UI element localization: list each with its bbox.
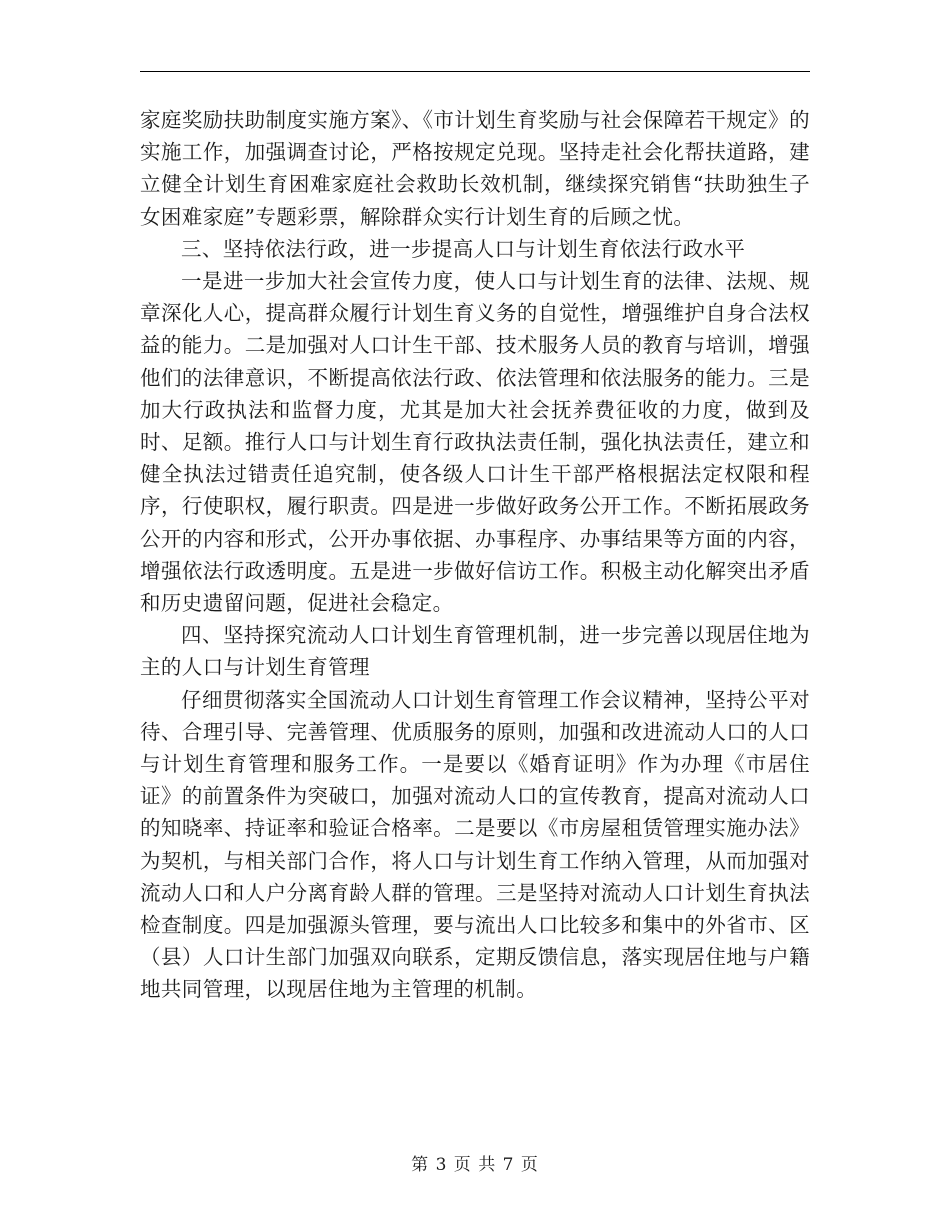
paragraph-legal-administration: 一是进一步加大社会宣传力度，使人口与计划生育的法律、法规、规章深化人心，提高群众履行计划生育义务的自觉性，增强维护自身合法权益的能力。二是加强对人口计生干部、技术服务人员的教育与培训，增强他们的法律意识，不断提高依法行政、依法管理和依法服务的能力。三是加大行政执法和监督力度，尤其是加大社会抚养费征收的力度，做到及时、足额。推行人口与计划生育行政执法责任制，强化执法责任，建立和健全执法过错责任追究制，使各级人口计生干部严格根据法定权限和程序，行使职权，履行职责。四是进一步做好政务公开工作。不断拓展政务公开的内容和形式，公开办事依据、办事程序、办事结果等方面的内容，增强依法行政透明度。五是进一步做好信访工作。积极主动化解突出矛盾和历史遗留问题，促进社会稳定。	[140, 269, 810, 616]
paragraph-floating-population: 仔细贯彻落实全国流动人口计划生育管理工作会议精神，坚持公平对待、合理引导、完善管理、优质服务的原则，加强和改进流动人口的人口与计划生育管理和服务工作。一是要以《婚育证明》作为办理《市居住证》的前置条件为突破口，加强对流动人口的宣传教育，提高对流动人口的知晓率、持证率和验证合格率。二是要以《市房屋租赁管理实施办法》为契机，与相关部门合作，将人口与计划生育工作纳入管理，从而加强对流动人口和人户分离育龄人群的管理。三是坚持对流动人口计划生育执法检查制度。四是加强源头管理，要与流出人口比较多和集中的外省市、区（县）人口计生部门加强双向联系，定期反馈信息，落实现居住地与户籍地共同管理，以现居住地为主管理的机制。	[140, 687, 810, 1002]
page-number-footer: 第 3 页 共 7 页	[411, 1155, 539, 1175]
header-rule	[140, 71, 810, 72]
section-heading-three: 三、坚持依法行政，进一步提高人口与计划生育依法行政水平	[181, 236, 746, 261]
document-body	[140, 104, 810, 1006]
section-heading-four: 四、坚持探究流动人口计划生育管理机制，进一步完善以现居住地为主的人口与计划生育管理	[140, 623, 810, 680]
paragraph-continuation: 家庭奖励扶助制度实施方案》、《市计划生育奖励与社会保障若干规定》的实施工作，加强调查讨论，严格按规定兑现。坚持走社会化帮扶道路，建立健全计划生育困难家庭社会救助长效机制，继续探究销售“扶助独生子女困难家庭”专题彩票，解除群众实行计划生育的后顾之忧。	[140, 108, 810, 229]
